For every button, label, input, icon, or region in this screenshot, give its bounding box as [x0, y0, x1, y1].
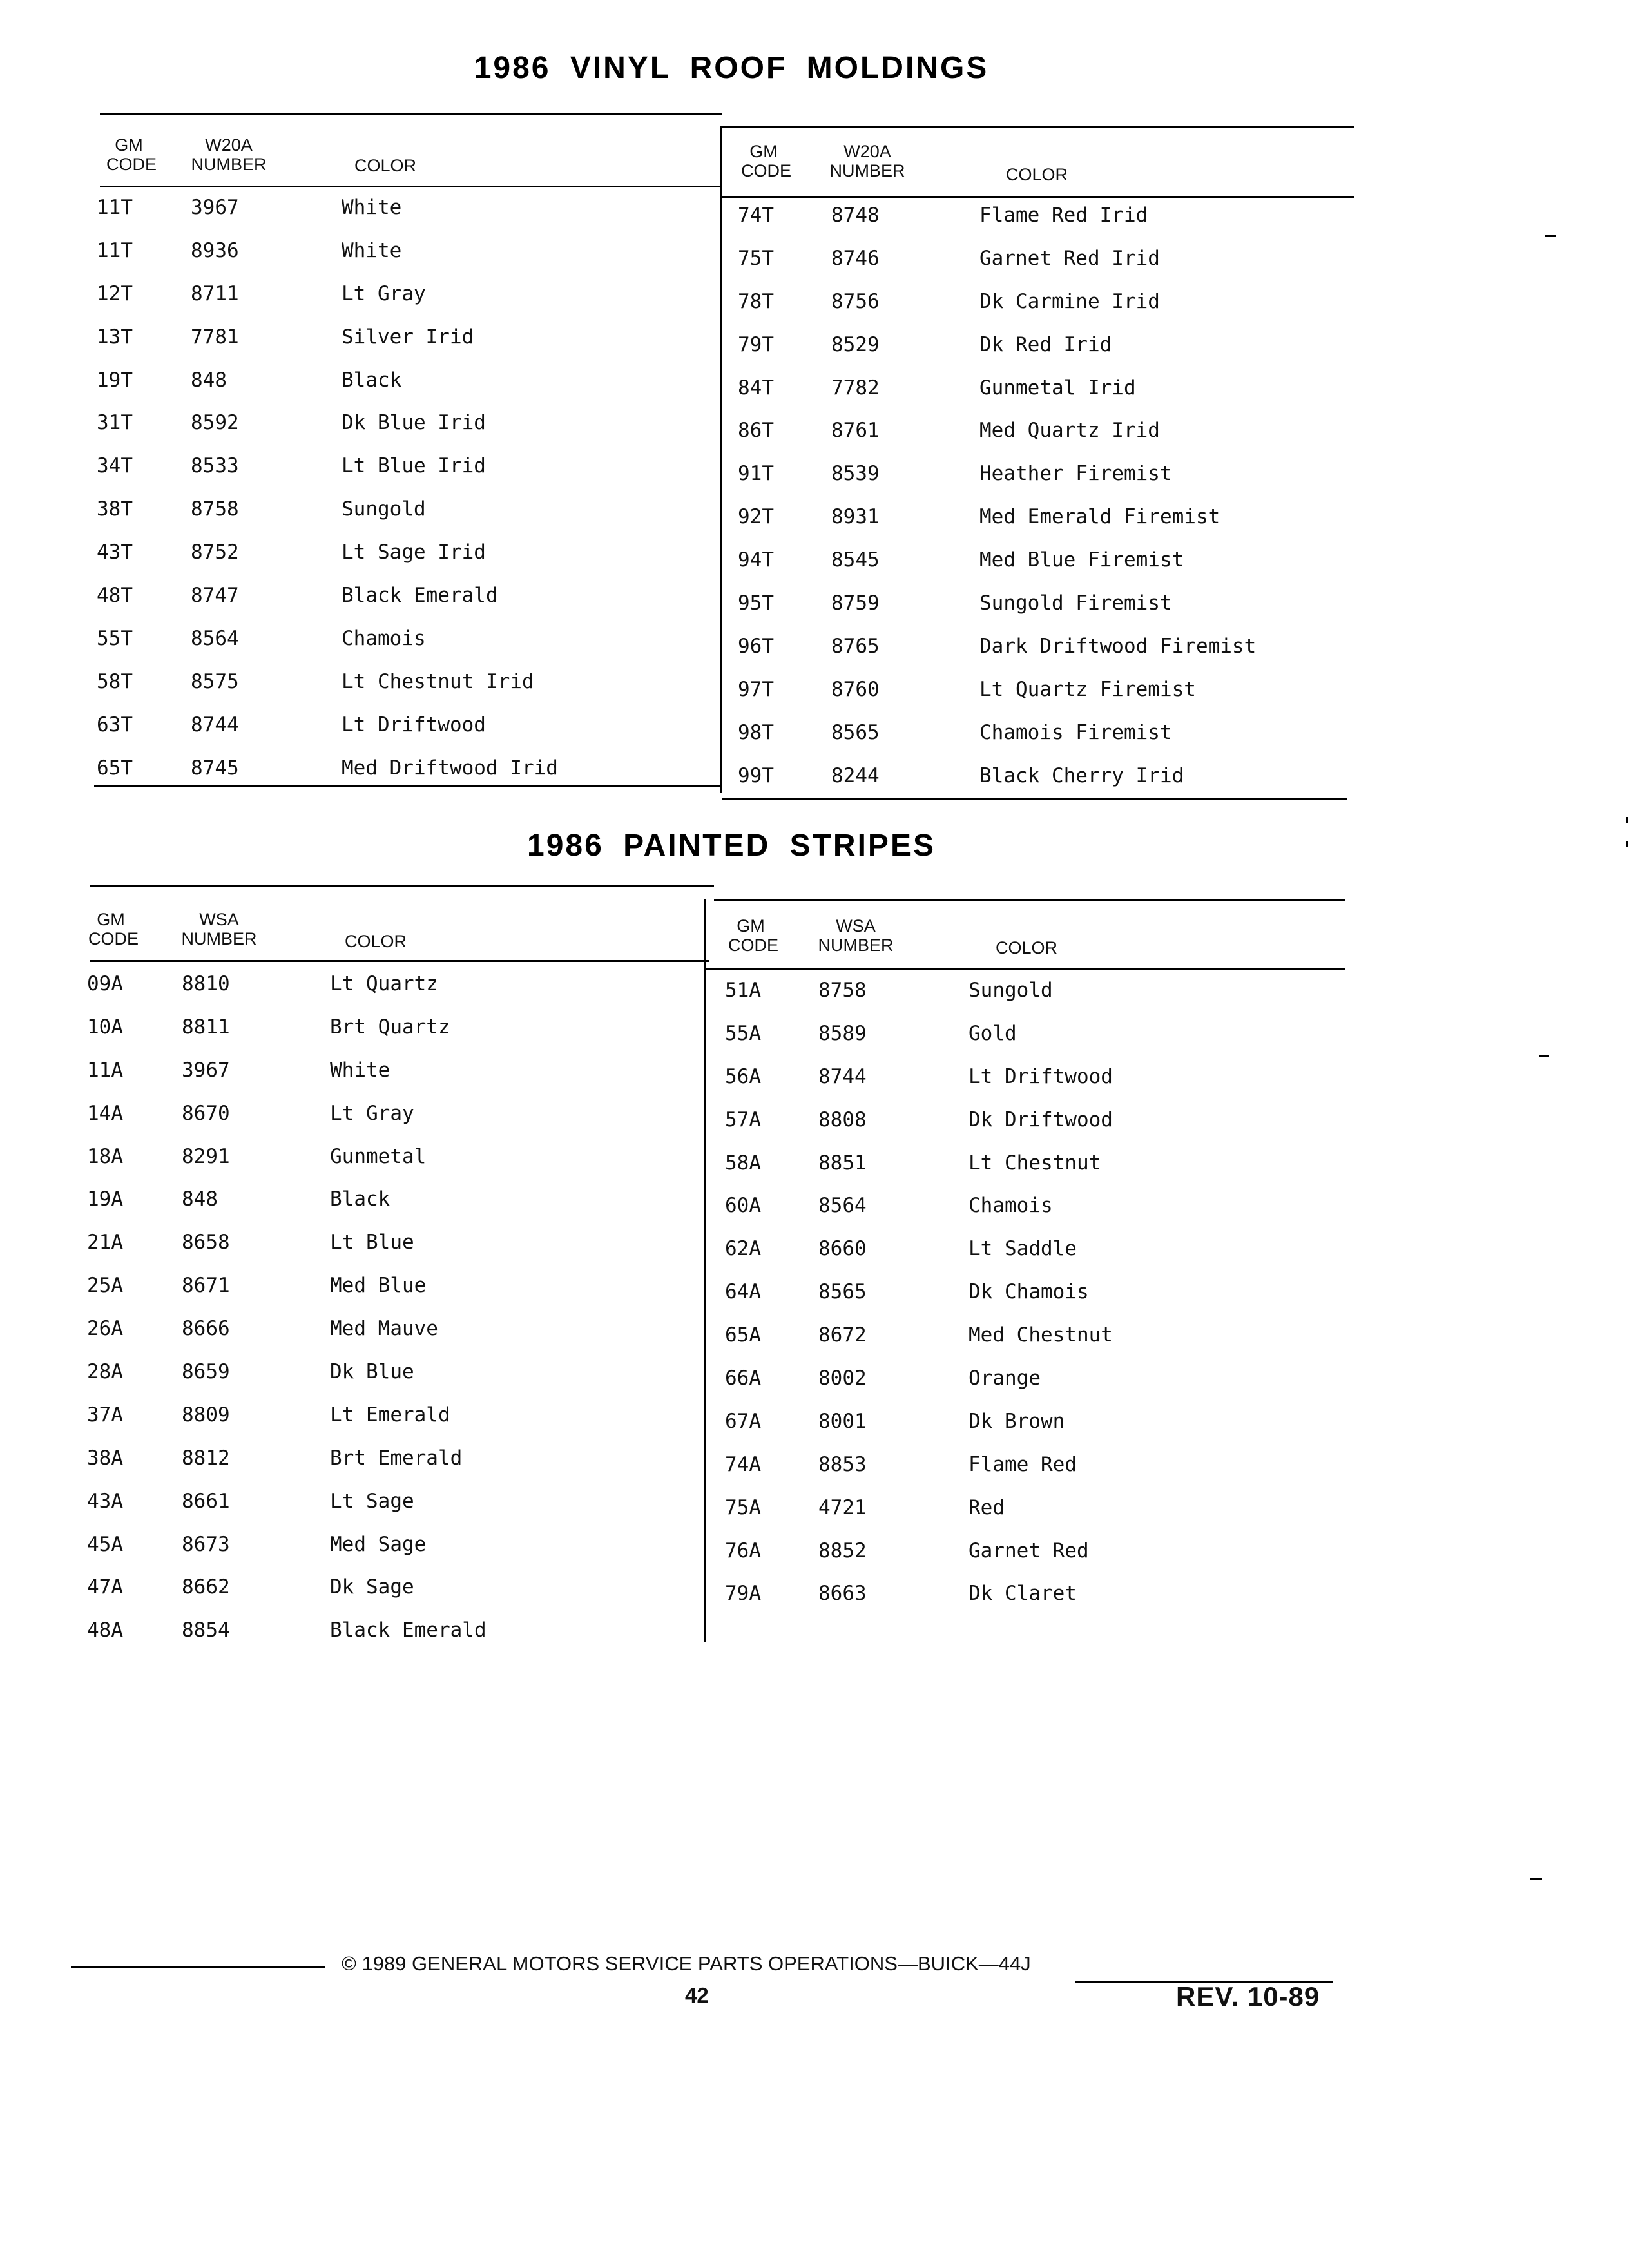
color-name-cell: Black — [330, 1187, 390, 1211]
color-name-cell: Sungold — [969, 979, 1053, 1002]
color-name-cell: Gunmetal — [330, 1144, 427, 1168]
part-number-cell: 8759 — [831, 591, 880, 615]
gm-code-cell: 38T — [97, 497, 133, 521]
part-number-cell: 4721 — [818, 1495, 867, 1519]
color-name-cell: Flame Red Irid — [979, 204, 1148, 227]
part-number-cell: 7782 — [831, 376, 880, 399]
table-row — [0, 971, 1347, 1014]
part-number-cell: 8810 — [182, 972, 230, 995]
color-name-cell: Dk Driftwood — [969, 1108, 1113, 1131]
color-name-cell: Sungold Firemist — [979, 591, 1172, 615]
color-name-cell: Dk Brown — [969, 1409, 1065, 1433]
color-name-cell: White — [330, 1058, 390, 1082]
part-number-cell: 8564 — [818, 1194, 867, 1218]
table-row — [0, 670, 1353, 713]
part-number-cell: 8001 — [818, 1409, 867, 1433]
color-name-cell: White — [342, 196, 402, 219]
moldings-header-rule-left — [100, 186, 722, 187]
part-number-cell: 8529 — [831, 332, 880, 356]
gm-code-cell: 48T — [97, 584, 133, 608]
gm-code-cell: 60A — [725, 1194, 761, 1218]
part-number-cell: 8589 — [818, 1021, 867, 1045]
scan-mark — [1530, 1878, 1542, 1880]
color-name-cell: Garnet Red Irid — [979, 246, 1160, 270]
color-name-cell: Flame Red — [969, 1452, 1077, 1476]
gm-code-cell: 92T — [738, 505, 774, 529]
gm-code-cell: 98T — [738, 720, 774, 744]
part-number-cell: 8545 — [831, 548, 880, 572]
gm-code-cell: 19A — [87, 1187, 123, 1211]
moldings-right-rows — [0, 196, 1353, 799]
gm-code-cell: 34T — [97, 454, 133, 478]
part-number-cell: 8808 — [818, 1108, 867, 1131]
table-row — [0, 1144, 1347, 1187]
gm-code-cell: 10A — [87, 1015, 123, 1039]
color-name-cell: Heather Firemist — [979, 462, 1172, 486]
gm-code-cell: 19T — [97, 368, 133, 392]
part-number-cell: 8662 — [182, 1575, 230, 1599]
color-name-cell: Lt Driftwood — [969, 1064, 1113, 1088]
gm-code-cell: 11T — [97, 238, 133, 262]
part-number-cell: 8765 — [831, 634, 880, 658]
table-row — [0, 1229, 1347, 1273]
part-number-cell: 8002 — [818, 1367, 867, 1390]
stripes-header-rule-left — [90, 960, 709, 962]
color-name-cell: Brt Quartz — [330, 1015, 450, 1039]
gm-code-cell: 96T — [738, 634, 774, 658]
color-name-cell: Silver Irid — [342, 325, 474, 349]
part-number-cell: 8745 — [191, 756, 239, 780]
table-row — [0, 1057, 1347, 1100]
color-name-cell: Garnet Red — [969, 1539, 1089, 1562]
color-name-cell: Lt Chestnut Irid — [342, 669, 534, 693]
part-number-cell: 8760 — [831, 677, 880, 701]
gm-code-cell: 43A — [87, 1489, 123, 1513]
table-row — [0, 1100, 1347, 1144]
table-row — [0, 1186, 1347, 1229]
gm-code-cell: 56A — [725, 1064, 761, 1088]
gm-code-cell: 74A — [725, 1452, 761, 1476]
color-name-cell: Dk Blue Irid — [342, 411, 486, 435]
part-number-cell: 8660 — [818, 1237, 867, 1261]
color-name-cell: Dk Chamois — [969, 1280, 1089, 1304]
part-number-cell: 8291 — [182, 1144, 230, 1168]
part-number-cell: 8748 — [831, 204, 880, 227]
color-name-cell: Dark Driftwood Firemist — [979, 634, 1257, 658]
part-number-cell: 8809 — [182, 1403, 230, 1427]
stripes-left-number-header: WSA NUMBER — [181, 910, 257, 948]
color-name-cell: Dk Blue — [330, 1360, 414, 1384]
gm-code-cell: 97T — [738, 677, 774, 701]
moldings-right-color-header: COLOR — [1006, 165, 1068, 184]
color-name-cell: Black — [342, 368, 402, 392]
stripes-title: 1986 PAINTED STRIPES — [527, 829, 936, 863]
part-number-cell: 8575 — [191, 669, 239, 693]
gm-code-cell: 65A — [725, 1323, 761, 1347]
footer-rule-left — [71, 1966, 325, 1968]
part-number-cell: 8565 — [831, 720, 880, 744]
gm-code-cell: 47A — [87, 1575, 123, 1599]
table-row — [0, 369, 1353, 412]
table-row — [0, 1532, 1347, 1575]
color-name-cell: Lt Quartz Firemist — [979, 677, 1196, 701]
gm-code-cell: 86T — [738, 419, 774, 443]
part-number-cell: 8244 — [831, 764, 880, 787]
color-name-cell: Lt Emerald — [330, 1403, 450, 1427]
part-number-cell: 8564 — [191, 626, 239, 650]
stripes-top-rule-left — [90, 885, 714, 887]
scan-mark — [1539, 1055, 1549, 1057]
gm-code-cell: 45A — [87, 1532, 123, 1556]
color-name-cell: Med Blue Firemist — [979, 548, 1184, 572]
gm-code-cell: 79A — [725, 1582, 761, 1606]
scan-mark — [1626, 817, 1628, 823]
gm-code-cell: 57A — [725, 1108, 761, 1131]
color-name-cell: Sungold — [342, 497, 426, 521]
color-name-cell: Med Chestnut — [969, 1323, 1113, 1347]
stripes-right-color-header: COLOR — [996, 938, 1058, 957]
gm-code-cell: 62A — [725, 1237, 761, 1261]
moldings-right-code-header: GM CODE — [741, 142, 792, 180]
stripes-header-rule-right — [706, 968, 1345, 970]
part-number-cell: 8658 — [182, 1231, 230, 1254]
part-number-cell: 8758 — [818, 979, 867, 1002]
table-row — [0, 713, 1353, 756]
color-name-cell: White — [342, 238, 402, 262]
part-number-cell: 848 — [182, 1187, 218, 1211]
gm-code-cell: 25A — [87, 1274, 123, 1298]
color-name-cell: Lt Saddle — [969, 1237, 1077, 1261]
gm-code-cell: 18A — [87, 1144, 123, 1168]
gm-code-cell: 28A — [87, 1360, 123, 1384]
part-number-cell: 7781 — [191, 325, 239, 349]
gm-code-cell: 12T — [97, 282, 133, 305]
part-number-cell: 8661 — [182, 1489, 230, 1513]
table-row — [0, 282, 1353, 325]
gm-code-cell: 38A — [87, 1446, 123, 1470]
color-name-cell: Lt Driftwood — [342, 713, 486, 736]
color-name-cell: Red — [969, 1495, 1005, 1519]
table-row — [0, 1445, 1347, 1488]
gm-code-cell: 48A — [87, 1619, 123, 1642]
table-row — [0, 627, 1353, 670]
moldings-title: 1986 VINYL ROOF MOLDINGS — [474, 51, 989, 85]
color-name-cell: Lt Gray — [330, 1101, 414, 1125]
color-name-cell: Chamois — [342, 626, 426, 650]
part-number-cell: 8936 — [191, 238, 239, 262]
table-row — [0, 196, 1353, 239]
part-number-cell: 8747 — [191, 584, 239, 608]
gm-code-cell: 63T — [97, 713, 133, 736]
stripes-right-rows — [0, 971, 1347, 1617]
table-row — [0, 1402, 1347, 1445]
part-number-cell: 848 — [191, 368, 227, 392]
part-number-cell: 8663 — [818, 1582, 867, 1606]
part-number-cell: 8854 — [182, 1619, 230, 1642]
color-name-cell: Med Driftwood Irid — [342, 756, 558, 780]
color-name-cell: Med Quartz Irid — [979, 419, 1160, 443]
gm-code-cell: 75A — [725, 1495, 761, 1519]
gm-code-cell: 65T — [97, 756, 133, 780]
color-name-cell: Lt Blue — [330, 1231, 414, 1254]
part-number-cell: 3967 — [182, 1058, 230, 1082]
color-name-cell: Lt Blue Irid — [342, 454, 486, 478]
part-number-cell: 8931 — [831, 505, 880, 529]
table-row — [0, 1574, 1347, 1617]
color-name-cell: Chamois Firemist — [979, 720, 1172, 744]
color-name-cell: Lt Chestnut — [969, 1151, 1101, 1175]
table-row — [0, 1014, 1347, 1057]
gm-code-cell: 66A — [725, 1367, 761, 1390]
part-number-cell: 8811 — [182, 1015, 230, 1039]
gm-code-cell: 31T — [97, 411, 133, 435]
part-number-cell: 8746 — [831, 246, 880, 270]
part-number-cell: 8670 — [182, 1101, 230, 1125]
gm-code-cell: 55T — [97, 626, 133, 650]
part-number-cell: 8852 — [818, 1539, 867, 1562]
table-row — [0, 1316, 1347, 1359]
color-name-cell: Dk Claret — [969, 1582, 1077, 1606]
stripes-top-rule-right — [714, 899, 1345, 901]
part-number-cell: 8592 — [191, 411, 239, 435]
part-number-cell: 8761 — [831, 419, 880, 443]
scan-mark — [1626, 841, 1628, 847]
gm-code-cell: 76A — [725, 1539, 761, 1562]
gm-code-cell: 37A — [87, 1403, 123, 1427]
color-name-cell: Black Emerald — [330, 1619, 487, 1642]
gm-code-cell: 26A — [87, 1317, 123, 1341]
gm-code-cell: 58T — [97, 669, 133, 693]
table-row — [0, 1273, 1347, 1316]
color-name-cell: Orange — [969, 1367, 1041, 1390]
gm-code-cell: 74T — [738, 204, 774, 227]
color-name-cell: Brt Emerald — [330, 1446, 463, 1470]
part-number-cell: 8672 — [818, 1323, 867, 1347]
color-name-cell: Dk Sage — [330, 1575, 414, 1599]
table-row — [0, 584, 1353, 627]
table-row — [0, 1488, 1347, 1532]
color-name-cell: Med Sage — [330, 1532, 427, 1556]
table-row — [0, 541, 1353, 584]
gm-code-cell: 67A — [725, 1409, 761, 1433]
part-number-cell: 8711 — [191, 282, 239, 305]
color-name-cell: Chamois — [969, 1194, 1053, 1218]
color-name-cell: Dk Red Irid — [979, 332, 1112, 356]
gm-code-cell: 95T — [738, 591, 774, 615]
color-name-cell: Lt Sage — [330, 1489, 414, 1513]
color-name-cell: Black Emerald — [342, 584, 498, 608]
moldings-top-rule-right — [722, 126, 1354, 128]
scan-mark — [1545, 235, 1556, 237]
gm-code-cell: 14A — [87, 1101, 123, 1125]
copyright-text: © 1989 GENERAL MOTORS SERVICE PARTS OPERATIONS—BUICK—44J — [342, 1952, 1031, 1975]
table-row — [0, 1359, 1347, 1402]
color-name-cell: Med Blue — [330, 1274, 427, 1298]
part-number-cell: 8673 — [182, 1532, 230, 1556]
moldings-left-number-header: W20A NUMBER — [191, 135, 267, 174]
color-name-cell: Lt Gray — [342, 282, 426, 305]
moldings-top-rule-left — [100, 113, 722, 115]
part-number-cell: 8666 — [182, 1317, 230, 1341]
stripes-right-number-header: WSA NUMBER — [818, 916, 894, 955]
table-row — [0, 411, 1353, 454]
stripes-left-color-header: COLOR — [345, 932, 407, 951]
part-number-cell: 8851 — [818, 1151, 867, 1175]
part-number-cell: 8744 — [818, 1064, 867, 1088]
gm-code-cell: 09A — [87, 972, 123, 995]
gm-code-cell: 58A — [725, 1151, 761, 1175]
part-number-cell: 8752 — [191, 541, 239, 564]
stripes-left-code-header: GM CODE — [88, 910, 139, 948]
moldings-left-color-header: COLOR — [354, 156, 417, 175]
part-number-cell: 8671 — [182, 1274, 230, 1298]
table-row — [0, 325, 1353, 369]
gm-code-cell: 21A — [87, 1231, 123, 1254]
part-number-cell: 8539 — [831, 462, 880, 486]
gm-code-cell: 79T — [738, 332, 774, 356]
part-number-cell: 8812 — [182, 1446, 230, 1470]
table-row — [0, 1611, 702, 1654]
gm-code-cell: 94T — [738, 548, 774, 572]
gm-code-cell: 91T — [738, 462, 774, 486]
table-row — [0, 239, 1353, 282]
gm-code-cell: 43T — [97, 541, 133, 564]
color-name-cell: Lt Quartz — [330, 972, 438, 995]
gm-code-cell: 13T — [97, 325, 133, 349]
gm-code-cell: 99T — [738, 764, 774, 787]
gm-code-cell: 84T — [738, 376, 774, 399]
moldings-left-code-header: GM CODE — [106, 135, 157, 174]
color-name-cell: Med Mauve — [330, 1317, 438, 1341]
part-number-cell: 3967 — [191, 196, 239, 219]
moldings-right-number-header: W20A NUMBER — [829, 142, 905, 180]
part-number-cell: 8659 — [182, 1360, 230, 1384]
color-name-cell: Black Cherry Irid — [979, 764, 1184, 787]
part-number-cell: 8744 — [191, 713, 239, 736]
gm-code-cell: 78T — [738, 289, 774, 313]
table-row — [0, 497, 1353, 541]
color-name-cell: Gold — [969, 1021, 1017, 1045]
color-name-cell: Gunmetal Irid — [979, 376, 1136, 399]
gm-code-cell: 11T — [97, 196, 133, 219]
color-name-cell: Dk Carmine Irid — [979, 289, 1160, 313]
table-row — [0, 756, 1353, 800]
color-name-cell: Lt Sage Irid — [342, 541, 486, 564]
gm-code-cell: 11A — [87, 1058, 123, 1082]
gm-code-cell: 51A — [725, 979, 761, 1002]
part-number-cell: 8565 — [818, 1280, 867, 1304]
table-row — [0, 454, 1353, 497]
part-number-cell: 8756 — [831, 289, 880, 313]
revision-label: REV. 10-89 — [1176, 1981, 1320, 2012]
part-number-cell: 8758 — [191, 497, 239, 521]
part-number-cell: 8533 — [191, 454, 239, 478]
gm-code-cell: 64A — [725, 1280, 761, 1304]
part-number-cell: 8853 — [818, 1452, 867, 1476]
page-number: 42 — [685, 1983, 709, 2007]
color-name-cell: Med Emerald Firemist — [979, 505, 1220, 529]
stripes-right-code-header: GM CODE — [728, 916, 779, 955]
gm-code-cell: 55A — [725, 1021, 761, 1045]
gm-code-cell: 75T — [738, 246, 774, 270]
